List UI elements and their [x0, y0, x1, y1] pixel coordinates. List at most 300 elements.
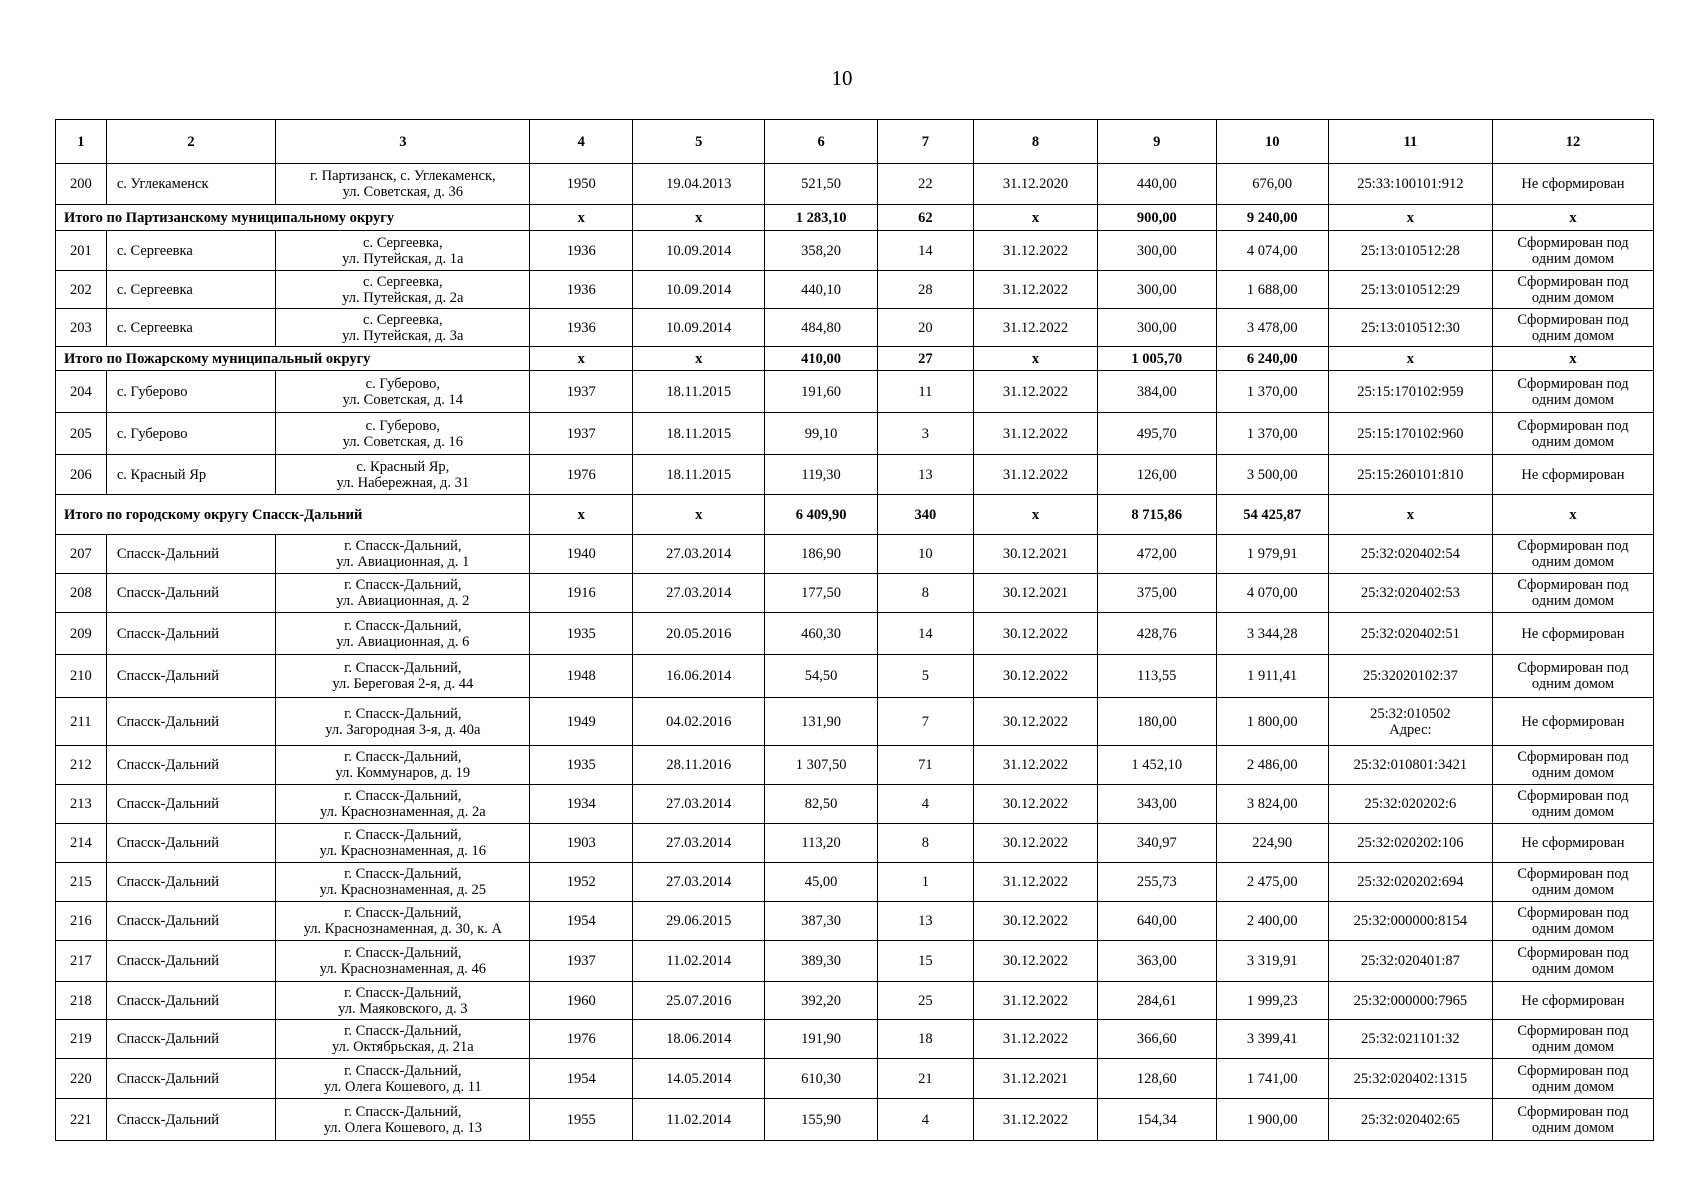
cost-cell: 1 741,00 [1216, 1059, 1328, 1099]
land-status-cell [1492, 785, 1653, 824]
land-status-line-1: Сформирован под [1517, 1023, 1629, 1039]
residents-cell: 62 [877, 205, 973, 231]
address-line-1: г. Спасск-Дальний, [344, 538, 462, 554]
cost-cell: 1 999,23 [1216, 982, 1328, 1020]
table-row [56, 535, 1654, 574]
settlement-cell: Спасск-Дальний [106, 1020, 275, 1059]
address-cell [276, 655, 530, 698]
year-cell: 1935 [530, 613, 633, 655]
row-number: 207 [56, 535, 107, 574]
land-status-line-2: одним домом [1531, 1039, 1615, 1055]
year-cell: 1950 [530, 164, 633, 205]
land-area-cell: 300,00 [1097, 309, 1216, 347]
year-cell: 1903 [530, 824, 633, 863]
year-cell: x [530, 205, 633, 231]
land-status-line-2: одним домом [1531, 327, 1615, 344]
address-cell [276, 785, 530, 824]
land-area-cell: 343,00 [1097, 785, 1216, 824]
page-number: 10 [831, 66, 853, 90]
cadastral-cell: 25:32:020402:54 [1328, 535, 1492, 574]
area-cell: 177,50 [765, 574, 877, 613]
date-cell: 10.09.2014 [633, 309, 765, 347]
table-row [56, 164, 1654, 205]
year-cell: 1955 [530, 1099, 633, 1141]
land-status-line-2: одним домом [1531, 1078, 1615, 1095]
address-cell [276, 309, 530, 347]
cost-cell: 4 074,00 [1216, 231, 1328, 271]
land-area-cell: 363,00 [1097, 941, 1216, 982]
address-line-2: ул. Авиационная, д. 6 [336, 633, 470, 650]
land-status-cell [1492, 698, 1653, 746]
settlement-cell: Спасск-Дальний [106, 535, 275, 574]
cost-cell: 3 344,28 [1216, 613, 1328, 655]
land-area-cell: 472,00 [1097, 535, 1216, 574]
land-status-line-2: одним домом [1531, 765, 1615, 781]
residents-cell: 14 [877, 231, 973, 271]
row-number: 200 [56, 164, 107, 205]
land-area-cell: 284,61 [1097, 982, 1216, 1020]
address-line-2: ул. Олега Кошевого, д. 13 [323, 1119, 482, 1136]
settlement-cell: Спасск-Дальний [106, 902, 275, 941]
address-cell [276, 535, 530, 574]
land-status-line-2: одним домом [1531, 250, 1615, 267]
column-header: 12 [1492, 120, 1653, 164]
land-status-cell: x [1492, 495, 1653, 535]
land-status-cell [1492, 271, 1653, 309]
column-header: 1 [56, 120, 107, 164]
land-status-line-1: Сформирован под [1517, 273, 1629, 290]
land-area-cell: 154,34 [1097, 1099, 1216, 1141]
residents-cell: 25 [877, 982, 973, 1020]
deadline-cell: 31.12.2022 [974, 746, 1098, 785]
land-status-line-1: Сформирован под [1517, 749, 1629, 765]
land-area-cell: 128,60 [1097, 1059, 1216, 1099]
land-status-cell [1492, 1020, 1653, 1059]
address-line-2: ул. Краснознаменная, д. 30, к. А [303, 921, 503, 937]
deadline-cell: 30.12.2022 [974, 655, 1098, 698]
cost-cell: 9 240,00 [1216, 205, 1328, 231]
land-area-cell: 900,00 [1097, 205, 1216, 231]
land-status-line-1: Сформирован под [1517, 866, 1629, 882]
date-cell: 18.11.2015 [633, 455, 765, 495]
land-status-cell [1492, 371, 1653, 413]
land-area-cell: 180,00 [1097, 698, 1216, 746]
cadastral-cell: 25:13:010512:28 [1328, 231, 1492, 271]
land-status-cell [1492, 863, 1653, 902]
land-status-line-1: Сформирован под [1517, 660, 1629, 676]
land-status-line-1: Сформирован под [1517, 788, 1629, 804]
land-status-cell [1492, 824, 1653, 863]
land-status-line-1: Сформирован под [1517, 234, 1629, 251]
address-cell [276, 613, 530, 655]
area-cell: 131,90 [765, 698, 877, 746]
area-cell: 1 307,50 [765, 746, 877, 785]
year-cell: 1936 [530, 309, 633, 347]
land-status-line-2: одним домом [1531, 961, 1615, 977]
cadastral-cell: 25:32:020402:51 [1328, 613, 1492, 655]
land-area-cell: 495,70 [1097, 413, 1216, 455]
land-area-cell: 340,97 [1097, 824, 1216, 863]
date-cell: 18.06.2014 [633, 1020, 765, 1059]
date-cell: 11.02.2014 [633, 941, 765, 982]
residents-cell: 20 [877, 309, 973, 347]
table-row [56, 574, 1654, 613]
area-cell: 410,00 [765, 347, 877, 371]
address-line-1: г. Спасск-Дальний, [344, 788, 462, 804]
land-status-line-1: Сформирован под [1517, 311, 1629, 328]
address-cell [276, 902, 530, 941]
residents-cell: 5 [877, 655, 973, 698]
address-line-1: г. Спасск-Дальний, [344, 749, 462, 765]
land-status-line-2: одним домом [1531, 676, 1615, 692]
residents-cell: 28 [877, 271, 973, 309]
land-status-cell [1492, 1059, 1653, 1099]
residents-cell: 4 [877, 785, 973, 824]
area-cell: 610,30 [765, 1059, 877, 1099]
cadastral-cell: 25:32:020402:1315 [1328, 1059, 1492, 1099]
date-cell: 27.03.2014 [633, 824, 765, 863]
date-cell: 19.04.2013 [633, 164, 765, 205]
cadastral-cell: 25:32:020202:6 [1328, 785, 1492, 824]
date-cell: 20.05.2016 [633, 613, 765, 655]
land-status-line-1: Сформирован под [1517, 538, 1629, 554]
area-cell: 521,50 [765, 164, 877, 205]
cadastral-cell: 25:15:170102:960 [1328, 413, 1492, 455]
land-status-cell [1492, 902, 1653, 941]
year-cell: 1976 [530, 455, 633, 495]
deadline-cell: 31.12.2022 [974, 1099, 1098, 1141]
date-cell: 18.11.2015 [633, 413, 765, 455]
year-cell: 1936 [530, 231, 633, 271]
land-status-line-2: одним домом [1531, 804, 1615, 820]
cadastral-cell: 25:33:100101:912 [1328, 164, 1492, 205]
cost-cell: 1 688,00 [1216, 271, 1328, 309]
housing-registry-table [55, 119, 1654, 1141]
land-status-line-2: одним домом [1531, 1119, 1615, 1136]
address-line-2: ул. Набережная, д. 31 [336, 474, 470, 491]
settlement-cell: с. Углекаменск [106, 164, 275, 205]
row-number: 215 [56, 863, 107, 902]
land-area-cell: 375,00 [1097, 574, 1216, 613]
residents-cell: 15 [877, 941, 973, 982]
date-cell: x [633, 347, 765, 371]
subtotal-row [56, 347, 1654, 371]
date-cell: 16.06.2014 [633, 655, 765, 698]
date-cell: 29.06.2015 [633, 902, 765, 941]
table-row [56, 455, 1654, 495]
address-line-1: с. Губерово, [365, 417, 440, 434]
deadline-cell: 31.12.2022 [974, 371, 1098, 413]
land-status-line-1: Не сформирован [1521, 835, 1625, 851]
cadastral-cell: 25:32:010801:3421 [1328, 746, 1492, 785]
table-row [56, 941, 1654, 982]
address-line-1: г. Спасск-Дальний, [344, 1103, 462, 1120]
deadline-cell: x [974, 495, 1098, 535]
area-cell: 6 409,90 [765, 495, 877, 535]
year-cell: x [530, 347, 633, 371]
table-row [56, 271, 1654, 309]
settlement-cell: с. Красный Яр [106, 455, 275, 495]
settlement-cell: Спасск-Дальний [106, 655, 275, 698]
deadline-cell: 30.12.2022 [974, 698, 1098, 746]
land-area-cell: 300,00 [1097, 231, 1216, 271]
residents-cell: 14 [877, 613, 973, 655]
year-cell: 1937 [530, 941, 633, 982]
address-line-1: г. Спасск-Дальний, [344, 827, 462, 843]
residents-cell: 8 [877, 574, 973, 613]
row-number: 212 [56, 746, 107, 785]
address-line-1: г. Спасск-Дальний, [344, 984, 462, 1001]
address-cell [276, 574, 530, 613]
residents-cell: 10 [877, 535, 973, 574]
address-cell [276, 371, 530, 413]
year-cell: 1949 [530, 698, 633, 746]
land-status-line-1: Сформирован под [1517, 375, 1629, 392]
date-cell: 04.02.2016 [633, 698, 765, 746]
year-cell: 1934 [530, 785, 633, 824]
year-cell: 1954 [530, 902, 633, 941]
address-line-1: г. Спасск-Дальний, [344, 1062, 462, 1079]
cadastral-cell: 25:13:010512:30 [1328, 309, 1492, 347]
deadline-cell: 31.12.2022 [974, 231, 1098, 271]
area-cell: 389,30 [765, 941, 877, 982]
deadline-cell: 30.12.2022 [974, 941, 1098, 982]
area-cell: 440,10 [765, 271, 877, 309]
cost-cell: 2 475,00 [1216, 863, 1328, 902]
land-status-line-2: одним домом [1531, 391, 1615, 408]
land-status-line-2: одним домом [1531, 921, 1615, 937]
cadastral-cell: 25:32:010502 Адрес: [1328, 698, 1492, 746]
residents-cell: 21 [877, 1059, 973, 1099]
table-row [56, 371, 1654, 413]
address-cell [276, 941, 530, 982]
table-row [56, 413, 1654, 455]
settlement-cell: с. Губерово [106, 413, 275, 455]
address-line-1: г. Спасск-Дальний, [344, 1023, 462, 1039]
land-area-cell: 255,73 [1097, 863, 1216, 902]
deadline-cell: 31.12.2022 [974, 413, 1098, 455]
row-number: 203 [56, 309, 107, 347]
land-status-line-1: Не сформирован [1521, 625, 1625, 642]
residents-cell: 1 [877, 863, 973, 902]
land-area-cell: 300,00 [1097, 271, 1216, 309]
date-cell: 10.09.2014 [633, 271, 765, 309]
year-cell: 1937 [530, 371, 633, 413]
row-number: 209 [56, 613, 107, 655]
land-status-line-2: одним домом [1531, 433, 1615, 450]
cadastral-cell: 25:32:000000:7965 [1328, 982, 1492, 1020]
date-cell: 11.02.2014 [633, 1099, 765, 1141]
row-number: 206 [56, 455, 107, 495]
cost-cell: 3 824,00 [1216, 785, 1328, 824]
cost-cell: 2 400,00 [1216, 902, 1328, 941]
column-header: 3 [276, 120, 530, 164]
residents-cell: 18 [877, 1020, 973, 1059]
land-status-cell [1492, 231, 1653, 271]
address-cell [276, 164, 530, 205]
area-cell: 113,20 [765, 824, 877, 863]
settlement-cell: Спасск-Дальний [106, 785, 275, 824]
land-status-line-1: Не сформирован [1521, 466, 1625, 483]
address-line-2: ул. Краснознаменная, д. 16 [319, 843, 487, 859]
land-status-line-2: одним домом [1531, 882, 1615, 898]
address-line-2: ул. Путейская, д. 1а [342, 250, 464, 267]
deadline-cell: 30.12.2022 [974, 613, 1098, 655]
address-line-1: г. Спасск-Дальний, [344, 945, 462, 961]
land-status-line-2: одним домом [1531, 554, 1615, 570]
settlement-cell: Спасск-Дальний [106, 1059, 275, 1099]
table-row [56, 1059, 1654, 1099]
address-line-2: ул. Советская, д. 14 [342, 391, 464, 408]
area-cell: 119,30 [765, 455, 877, 495]
land-area-cell: 8 715,86 [1097, 495, 1216, 535]
table-row [56, 309, 1654, 347]
residents-cell: 13 [877, 902, 973, 941]
address-line-1: с. Губерово, [365, 375, 440, 392]
settlement-cell: Спасск-Дальний [106, 574, 275, 613]
address-line-1: г. Партизанск, с. Углекаменск, [310, 168, 496, 184]
address-line-1: г. Спасск-Дальний, [344, 705, 462, 722]
table-row [56, 698, 1654, 746]
land-status-line-1: Сформирован под [1517, 1062, 1629, 1079]
land-status-cell [1492, 982, 1653, 1020]
residents-cell: 8 [877, 824, 973, 863]
row-number: 208 [56, 574, 107, 613]
address-line-2: ул. Олега Кошевого, д. 11 [323, 1078, 482, 1095]
date-cell: 18.11.2015 [633, 371, 765, 413]
land-status-cell [1492, 746, 1653, 785]
cost-cell: 1 800,00 [1216, 698, 1328, 746]
area-cell: 186,90 [765, 535, 877, 574]
area-cell: 191,90 [765, 1020, 877, 1059]
column-header: 8 [974, 120, 1098, 164]
settlement-cell: с. Губерово [106, 371, 275, 413]
land-status-line-2: одним домом [1531, 593, 1615, 609]
deadline-cell: x [974, 347, 1098, 371]
table-row [56, 231, 1654, 271]
cadastral-cell: x [1328, 347, 1492, 371]
land-area-cell: 1 005,70 [1097, 347, 1216, 371]
table-row [56, 655, 1654, 698]
address-line-2: ул. Советская, д. 16 [342, 433, 464, 450]
settlement-cell: Спасск-Дальний [106, 698, 275, 746]
row-number: 220 [56, 1059, 107, 1099]
table-body [56, 120, 1654, 1141]
cost-cell: 1 370,00 [1216, 371, 1328, 413]
address-line-2: ул. Береговая 2-я, д. 44 [332, 676, 474, 692]
land-area-cell: 1 452,10 [1097, 746, 1216, 785]
settlement-cell: Спасск-Дальний [106, 613, 275, 655]
area-cell: 387,30 [765, 902, 877, 941]
area-cell: 99,10 [765, 413, 877, 455]
address-line-2: ул. Путейская, д. 3а [342, 327, 464, 344]
address-cell [276, 1059, 530, 1099]
settlement-cell: с. Сергеевка [106, 231, 275, 271]
settlement-cell: Спасск-Дальний [106, 824, 275, 863]
cadastral-cell: x [1328, 495, 1492, 535]
address-cell [276, 455, 530, 495]
cadastral-cell: 25:32:020401:87 [1328, 941, 1492, 982]
year-cell: 1916 [530, 574, 633, 613]
address-line-2: ул. Авиационная, д. 1 [336, 554, 470, 570]
table-row [56, 982, 1654, 1020]
address-line-2: ул. Путейская, д. 2а [342, 289, 464, 306]
address-line-1: с. Сергеевка, [363, 311, 443, 328]
column-header: 9 [1097, 120, 1216, 164]
cost-cell: 3 500,00 [1216, 455, 1328, 495]
table-row [56, 824, 1654, 863]
area-cell: 155,90 [765, 1099, 877, 1141]
deadline-cell: 31.12.2022 [974, 455, 1098, 495]
subtotal-label: Итого по городскому округу Спасск-Дальний [56, 495, 530, 535]
address-line-1: г. Спасск-Дальний, [344, 905, 462, 921]
table-row [56, 785, 1654, 824]
column-header: 10 [1216, 120, 1328, 164]
address-line-1: г. Спасск-Дальний, [344, 577, 462, 593]
address-line-1: с. Сергеевка, [363, 273, 443, 290]
year-cell: 1954 [530, 1059, 633, 1099]
area-cell: 358,20 [765, 231, 877, 271]
land-status-cell [1492, 574, 1653, 613]
area-cell: 484,80 [765, 309, 877, 347]
residents-cell: 71 [877, 746, 973, 785]
address-cell [276, 1020, 530, 1059]
cadastral-cell: x [1328, 205, 1492, 231]
land-status-cell [1492, 655, 1653, 698]
cost-cell: 3 399,41 [1216, 1020, 1328, 1059]
year-cell: 1948 [530, 655, 633, 698]
cost-cell: 3 319,91 [1216, 941, 1328, 982]
residents-cell: 3 [877, 413, 973, 455]
land-status-cell [1492, 613, 1653, 655]
address-line-1: г. Спасск-Дальний, [344, 866, 462, 882]
deadline-cell: 30.12.2021 [974, 535, 1098, 574]
land-area-cell: 640,00 [1097, 902, 1216, 941]
residents-cell: 13 [877, 455, 973, 495]
area-cell: 45,00 [765, 863, 877, 902]
land-status-cell: x [1492, 347, 1653, 371]
cost-cell: 3 478,00 [1216, 309, 1328, 347]
cadastral-cell: 25:32:021101:32 [1328, 1020, 1492, 1059]
address-cell [276, 1099, 530, 1141]
land-status-line-1: Сформирован под [1517, 1103, 1629, 1120]
deadline-cell: 30.12.2022 [974, 785, 1098, 824]
residents-cell: 27 [877, 347, 973, 371]
cost-cell: 6 240,00 [1216, 347, 1328, 371]
land-status-line-1: Сформирован под [1517, 417, 1629, 434]
land-area-cell: 113,55 [1097, 655, 1216, 698]
column-header: 2 [106, 120, 275, 164]
address-line-2: ул. Коммунаров, д. 19 [335, 765, 471, 781]
land-status-line-1: Сформирован под [1517, 577, 1629, 593]
area-cell: 191,60 [765, 371, 877, 413]
date-cell: 27.03.2014 [633, 574, 765, 613]
residents-cell: 11 [877, 371, 973, 413]
deadline-cell: 31.12.2021 [974, 1059, 1098, 1099]
address-line-2: ул. Краснознаменная, д. 2а [320, 804, 486, 820]
cadastral-cell: 25:32:020402:65 [1328, 1099, 1492, 1141]
settlement-cell: Спасск-Дальний [106, 941, 275, 982]
deadline-cell: 30.12.2022 [974, 824, 1098, 863]
address-cell [276, 982, 530, 1020]
cost-cell: 1 370,00 [1216, 413, 1328, 455]
cost-cell: 54 425,87 [1216, 495, 1328, 535]
column-header: 6 [765, 120, 877, 164]
column-header: 4 [530, 120, 633, 164]
land-status-cell [1492, 1099, 1653, 1141]
land-area-cell: 126,00 [1097, 455, 1216, 495]
date-cell: 27.03.2014 [633, 785, 765, 824]
